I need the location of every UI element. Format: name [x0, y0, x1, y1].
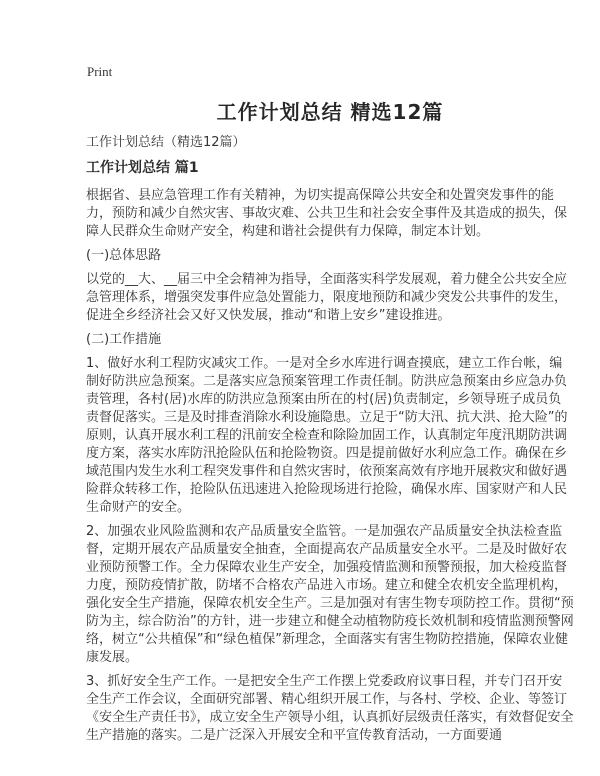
subsection-heading-work-measures: (二)工作措施	[86, 332, 162, 347]
article-heading: 工作计划总结 篇1	[86, 160, 199, 176]
print-button[interactable]: Print	[87, 64, 113, 79]
subsection-heading-overall-approach: (一)总体思路	[86, 248, 162, 263]
paragraph-measure-3: 3、抓好安全生产工作。一是把安全生产工作摆上党委政府议事日程，并专门召开安全生产工作会议，全面研究部署、精心组织开展工作，与各村、学校、企业、等签订《安全生产责任书》，成立安全生产领导小组，认真抓好层级责任落实，有效督促安全生产措施的落实。二是广泛深入开展安全和平宣传教育活动，一方面要通	[86, 674, 574, 743]
intro-paragraph: 根据省、县应急管理工作有关精神，为切实提高保障公共安全和处置突发事件的能力，预防和减少自然灾害、事故灾难、公共卫生和社会安全事件及其造成的损失，保障人民群众生命财产安全，构建和谐社会提供有力保障，制定本计划。	[86, 188, 568, 239]
document-subtitle: 工作计划总结（精选12篇）	[86, 135, 246, 150]
paragraph-measure-2: 2、加强农业风险监测和农产品质量安全监管。一是加强农产品质量安全执法检查监督，定期开展农产品质量安全抽查，全面提高农产品质量安全水平。二是及时做好农业预防预警工作。全力保障农业生产安全，加强疫情监测和预警预报，加大检疫监督力度，预防疫情扩散，防堵不合格农产品进入市场。建立和健全农机安全监理机构，强化安全生产措施，保障农机安全生产。三是加强对有害生物专项防控工作。贯彻“预防为主，综合防治”的方针，进一步建立和健全动植物防疫长效机制和疫情监测预警网络，树立“公共植保”和“绿色植保”新理念，全面落实有害生物防控措施，保障农业健康发展。	[86, 524, 574, 665]
paragraph-measure-1: 1、做好水利工程防灾减灾工作。一是对全乡水库进行调查摸底，建立工作台帐，编制好防洪应急预案。二是落实应急预案管理工作责任制。防洪应急预案由乡应急办负责管理，各村(居)水库的防洪应急预案由所在的村(居)负责制定，乡领导班子成员负责督促落实。三是及时排查消除水利设施隐患。立足于“防大汛、抗大洪、抢大险”的原则，认真开展水利工程的汛前安全检查和除险加固工作，认真制定年度汛期防洪调度方案，落实水库防汛抢险队伍和抢险物资。四是提前做好水利应急工作。确保在乡域范围内发生水利工程突发事件和自然灾害时，依预案高效有序地开展救灾和做好遇险群众转移工作，抢险队伍迅速进入抢险现场进行抢险，确保水库、国家财产和人民生命财产的安全。	[86, 356, 568, 515]
paragraph-overall-approach: 以党的__大、__届三中全会精神为指导，全面落实科学发展观，着力健全公共安全应急管理体系，增强突发事件应急处置能力，限度地预防和减少突发公共事件的发生，促进全乡经济社会又好又快发展，推动“和谐上安乡”建设推进。	[86, 272, 568, 323]
page-title: 工作计划总结 精选12篇	[216, 100, 444, 124]
document-content	[86, 100, 574, 751]
